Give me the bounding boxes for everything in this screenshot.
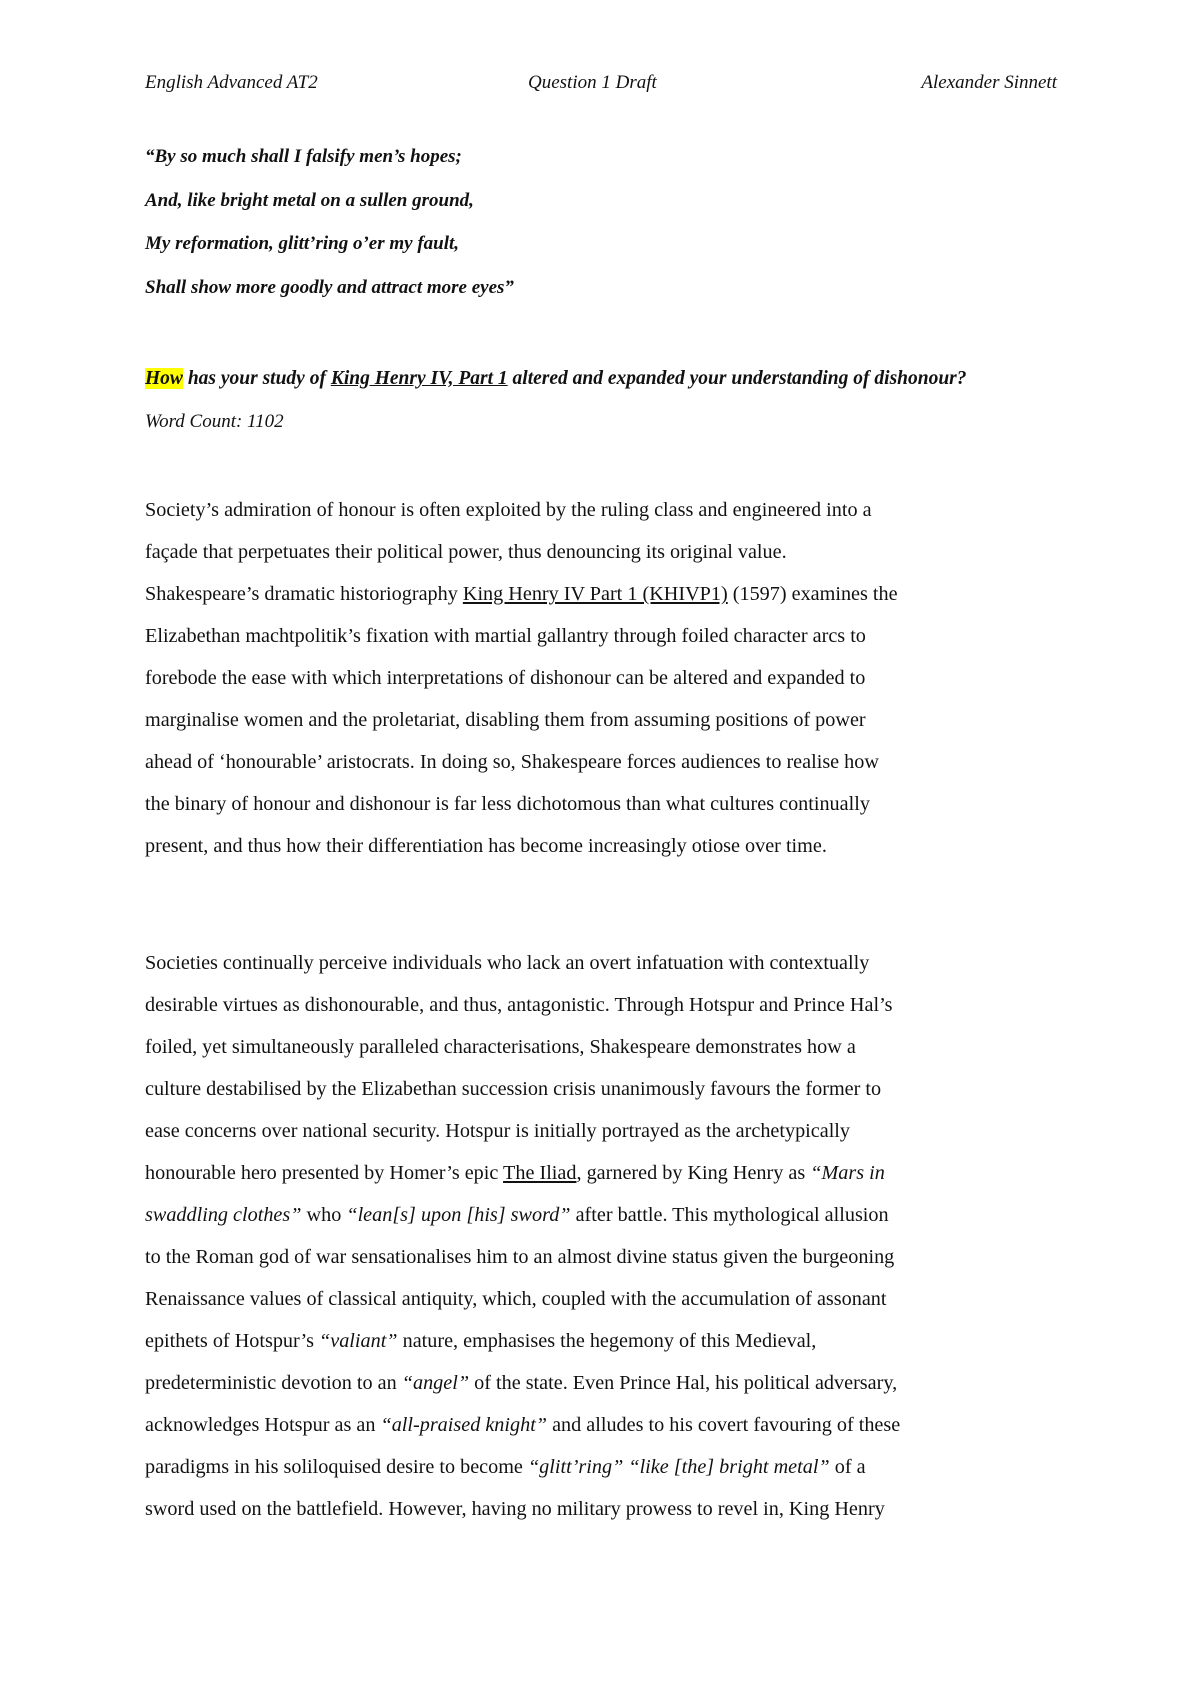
text-line: to the Roman god of war sensationalises him to an almost divine status given the burgeoning [145,1246,895,1268]
text-line [145,1152,1057,1194]
paragraph-introduction [145,489,1057,867]
text-run: and alludes to his covert favouring of these [547,1414,901,1436]
quote-line: Shall show more goodly and attract more eyes” [145,276,514,298]
text-line [145,1362,1057,1404]
epigraph-quote [145,146,1057,320]
text-line: sword used on the battlefield. However, having no military prowess to revel in, King Henry [145,1498,885,1520]
quote-line: And, like bright metal on a sullen ground, [145,189,474,211]
text-quotation: “all-praised knight” [380,1414,548,1436]
text-run: predeterministic devotion to an [145,1372,402,1394]
text-run: epithets of Hotspur’s [145,1330,320,1352]
text-run: who [301,1204,347,1226]
text-run: honourable hero presented by Homer’s epic [145,1162,504,1184]
text-run: of a [829,1456,866,1478]
text-line: Renaissance values of classical antiquity, which, coupled with the accumulation of assonant [145,1288,887,1310]
document-page [145,0,1057,1696]
header-course: English Advanced AT2 [145,72,318,93]
text-line: ahead of ‘honourable’ aristocrats. In doing so, Shakespeare forces audiences to realise how [145,751,879,773]
text-run: (1597) examines the [727,583,898,605]
page-header [145,72,1057,98]
text-run: , garnered by King Henry as [576,1162,811,1184]
question-text: altered and expanded your understanding of dishonour? [507,368,967,389]
text-line [145,1446,1057,1488]
text-line: forebode the ease with which interpretations of dishonour can be altered and expanded to [145,667,866,689]
essay-question [145,366,1057,392]
text-line [145,573,1057,615]
paragraph-body [145,942,1057,1530]
text-line: Societies continually perceive individuals who lack an overt infatuation with contextually [145,952,870,974]
question-text-title: King Henry IV, Part 1 [330,368,508,389]
text-title: The Iliad [503,1162,577,1184]
quote-line: My reformation, glitt’ring o’er my fault, [145,233,460,254]
text-run: after battle. This mythological allusion [570,1204,889,1226]
quote-line: “By so much shall I falsify men’s hopes; [145,146,462,167]
text-quotation: “lean[s] upon [his] sword” [346,1204,571,1226]
header-title: Question 1 Draft [528,72,657,93]
text-line [145,1404,1057,1446]
header-author: Alexander Sinnett [921,72,1057,93]
text-line: foiled, yet simultaneously paralleled characterisations, Shakespeare demonstrates how a [145,1036,856,1058]
text-line [145,1194,1057,1236]
text-title: King Henry IV Part 1 (KHIVP1) [462,583,728,605]
text-run: paradigms in his soliloquised desire to become [145,1456,528,1478]
text-quotation: “valiant” [319,1330,398,1352]
text-quotation: “angel” [401,1372,470,1394]
text-line: façade that perpetuates their political power, thus denouncing its original value. [145,541,787,563]
text-quotation: “like [the] bright metal” [628,1456,830,1478]
text-run: acknowledges Hotspur as an [145,1414,381,1436]
text-line [145,1320,1057,1362]
text-quotation: “glitt’ring” [527,1456,624,1478]
text-line: culture destabilised by the Elizabethan succession crisis unanimously favours the former to [145,1078,882,1100]
text-quotation: “Mars in [810,1162,885,1184]
word-count: Word Count: 1102 [145,411,284,432]
text-line: Society’s admiration of honour is often exploited by the ruling class and engineered into a [145,499,872,521]
text-line: desirable virtues as dishonourable, and thus, antagonistic. Through Hotspur and Prince Hal’s [145,994,893,1016]
question-text: has your study of [182,368,331,389]
text-line: Elizabethan machtpolitik’s fixation with martial gallantry through foiled character arcs to [145,625,866,647]
question-highlight: How [145,368,183,389]
text-quotation: swaddling clothes” [145,1204,302,1226]
text-line: marginalise women and the proletariat, disabling them from assuming positions of power [145,709,866,731]
text-run: Shakespeare’s dramatic historiography [145,583,463,605]
text-run: nature, emphasises the hegemony of this Medieval, [397,1330,817,1352]
text-line: present, and thus how their differentiation has become increasingly otiose over time. [145,835,827,857]
text-line: ease concerns over national security. Hotspur is initially portrayed as the archetypically [145,1120,851,1142]
text-line: the binary of honour and dishonour is far less dichotomous than what cultures continually [145,793,870,815]
text-run: of the state. Even Prince Hal, his political adversary, [469,1372,898,1394]
